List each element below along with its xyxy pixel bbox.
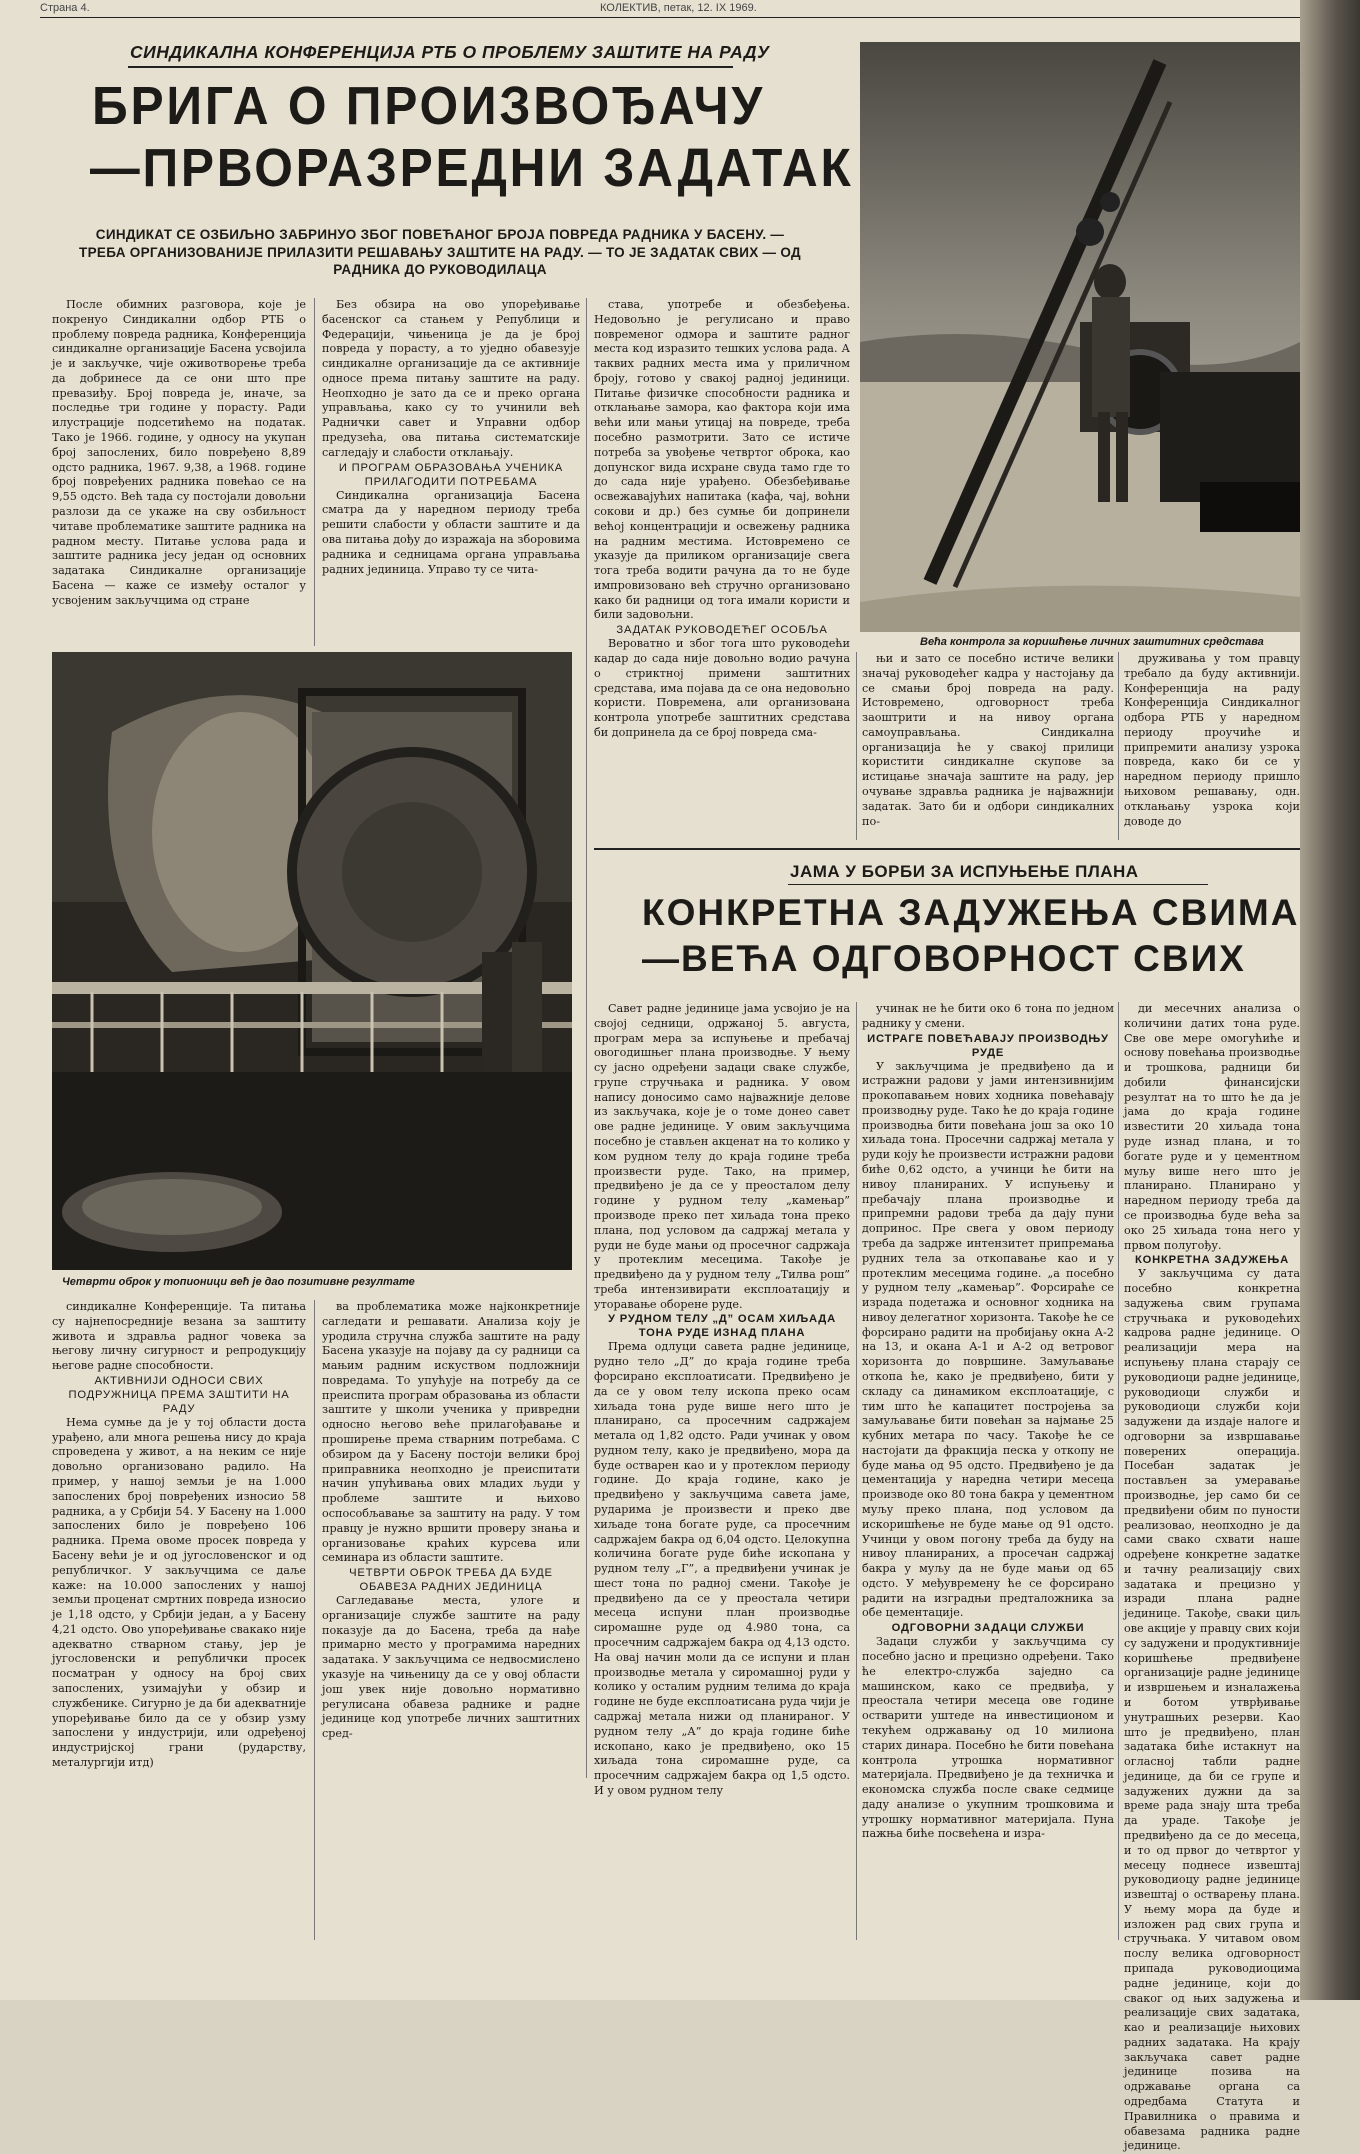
paragraph: Савет радне јединице јама усвојио је на својој седници, одржаној 5. августа, програм мера за испуњење и пребачај овогодишњег плана производње. У њему су јасно одређени задаци сваке службе, групе стручњака и радника. У овом напису доносимо само најважније делове из закључака, које је о томе донео савет ове радне јединице. У овим закључцима посебно је стављен акценат на то колико у ком рудном телу до краја године треба произвести руде. Тако, на пример, предвиђено је да се у преосталом делу године у рудном телу „камењар” производе преко пет хиљада тона преко плана, под условом да садржај метала у руди не буде мањи од просечног садржаја у протеклим месецима. Такође је предвиђено да у рудном телу „Тилва рош” треба интензивирати експлоатацију и уторавање оборене руде. bbox=[594, 1002, 850, 1311]
section-heading: У РУДНОМ ТЕЛУ „Д” ОСАМ ХИЉАДА ТОНА РУДЕ ИЗНАД ПЛАНА bbox=[608, 1313, 836, 1340]
section-heading: ЗАДАТАК РУКОВОДЕЋЕГ ОСОБЉА bbox=[616, 624, 828, 637]
article1-col2 bbox=[322, 298, 580, 646]
binding-shadow bbox=[1300, 0, 1360, 2000]
article1-headline-line1: БРИГА О ПРОИЗВОЂАЧУ bbox=[92, 76, 765, 136]
section-heading: КОНКРЕТНА ЗАДУЖЕЊА bbox=[1135, 1254, 1289, 1267]
section-heading: АКТИВНИЈИ ОДНОСИ СВИХ ПОДРУЖНИЦА ПРЕМА ЗАШТИТИ НА РАДУ bbox=[68, 1374, 290, 1415]
column-divider bbox=[314, 1300, 315, 1940]
photo-top-caption: Већа контрола за коришћење личних заштитних средстава bbox=[920, 636, 1264, 648]
article1-col1 bbox=[52, 298, 306, 646]
photo-drilling-rig-image bbox=[860, 42, 1300, 632]
paragraph: Синдикална организација Басена сматра да у наредном периоду треба решити слабости у области заштите и да ова питања дођу до изражаја на зборовима радника и седницама органа управљања радних јединица. Управо ту се чита- bbox=[322, 488, 580, 576]
paragraph: Према одлуци савета радне јединице, рудно тело „Д” до краја године треба форсирано експлоатисати. Предвиђено је да се у овом телу ископа преко осам хиљада тона руде више него што је планирано, са просечним садржајем метала од 1,82 одсто. Ради учинак у овом рудном телу, како је предвиђено, мора да буде остварен као и у протеклом периоду године. До краја године, како је предвиђено у закључцима савета јаме, рударима је произвести и преко две хиљаде тона богате руде, са просечним садржајем бакра од 6,04 одсто. Целокупна количина богате руде биће ископана у рудном телу „Г”, а предвиђени учинак је шест тона по радној смени. Такође је предвиђено да се у преостала четири месеца испуни план производње сиромашне руде од 4.980 тона, са просечним садржајем бакра од 4,13 одсто. На овај начин моли да се испуни и план производње метала у сиромашној руди у колико у осталим рудним телима до краја године не буде експлоатисана руда чији је садржај метала нижи од планираног. У рудном телу „А” до краја године биће ископано, како је предвиђено, око 15 хиљада тона сиромашне руде, са просечним садржајем бакра од 1,5 одсто. И у овом рудном телу bbox=[594, 1340, 850, 1797]
article2-kicker: ЈАМА У БОРБИ ЗА ИСПУЊЕЊЕ ПЛАНА bbox=[790, 862, 1139, 881]
page-number: Страна 4. bbox=[40, 2, 90, 14]
section-heading: ОДГОВОРНИ ЗАДАЦИ СЛУЖБИ bbox=[891, 1622, 1085, 1635]
paragraph: Вероватно и због тога што руководећи кадар до сада није довољно водио рачуна о стриктној примени заштитних средстава, има појава да се она недовољно користи. Повремена, али организована контрола употребе заштитних средстава би допринела да се број повреда сма- bbox=[594, 637, 850, 739]
article1-kicker: СИНДИКАЛНА КОНФЕРЕНЦИЈА РТБ О ПРОБЛЕМУ ЗАШТИТЕ НА РАДУ bbox=[130, 42, 770, 62]
article1-headline-line2: —ПРВОРАЗРЕДНИ ЗАДАТАК bbox=[90, 138, 854, 198]
section-heading: ИСТРАГЕ ПОВЕЋАВАЈУ ПРОИЗВОДЊУ РУДЕ bbox=[867, 1032, 1109, 1059]
article2-col3 bbox=[1124, 1002, 1300, 2153]
paragraph: У закључцима су дата посебно конкретна задужења свим групама стручњака и руководећих кадрова радне јединице. О реализацији мера на испуњењу плана старају се руководиоци радне јединице, руководиоци служби и руководиоци служби који задужени да издаје налоге и одговорни за извршавање поверених операција. Посебан задатак је постављен за умеравање производње, јер само би се предвиђени обим по пуности реализовао, неопходно је да сами свако схвати наше одређене конкретне задатке и тачну реализацију свих задатака и прецизно у изради плана радне јединице. Такође, сваки циљ ове акције у правцу свих који су задужени и продуктивније коришћење предвиђене организације радне јединице и извршењем и изналажења и ботом утврђивање унутрашњих резерви. Као што је предвиђено, план задатака биће истакнут на огласној табли радне јединице, да би се групе и задужених дужни да за време рада знају шта треба да ураде. Такође је предвиђено да се до месеца, и то од првог до четвртог у месецу поднесе извештај руководиоцу радне јединице извештај о остварењу плана. У њему мора да буде и изложен рад свих група и стручњака. У читавом овом послу велика одговорност припада руководиоцима радне јединице, који до сваког од њих задужења и реализације свих задатака, као и реализације њихових радних задатака. На крају закључака савет радне јединице позива на одржавање органа са одредбама Статута и Правилника о правима и обавезама радника радне јединице. bbox=[1124, 1267, 1300, 2153]
paragraph: њи и зато се посебно истиче велики значај руководећег кадра у настојању да се смањи број повреда на раду. Истовремено, одговорност треба заоштрити и на нивоу органа самоуправљања. Синдикална организација ће у свакој прилици користити синдикалне скупове за истицање значаја заштите на раду, јер очување здравља радника је најважнији задатак. Зато би и одбори синдикалних по- bbox=[862, 652, 1114, 828]
article2-headline-line2: —ВЕЋА ОДГОВОРНОСТ СВИХ bbox=[642, 938, 1246, 979]
column-divider bbox=[856, 652, 857, 840]
photo-smelter-image bbox=[52, 652, 572, 1270]
masthead-bar bbox=[40, 0, 1300, 16]
article1-bottom-col2 bbox=[322, 1300, 580, 1940]
section-heading: И ПРОГРАМ ОБРАЗОВАЊА УЧЕНИКА ПРИЛАГОДИТИ ПОТРЕБАМА bbox=[338, 461, 564, 488]
article1-col3 bbox=[594, 298, 850, 840]
column-divider bbox=[314, 298, 315, 646]
paragraph: ди месечних анализа о количини датих тона руде. Све ове мере омогућиће и основу повећања производње и трошкова, радници би добили финансијски резултат на то што ће да је јама до краја године известити 20 хиљада тона руде изнад плана, и то богате руде и у цементном муљу више него што је планирано. Планирано у наредном периоду треба да се производња буде већа за око 25 хиљада тона него у првом полугођу. bbox=[1124, 1002, 1300, 1252]
paragraph: У закључцима је предвиђено да и истражни радови у јами интензивнијим прокопавањем нових ходника повећавају производњу руде. Тако ће до краја године производња бити повећана још за око 10 хиљада тона. Просечни садржај метала у руди коју ће произвести истражни радови биће 0,62 одсто, а учинци ће бити на нивоу планираних. У испуњењу и пребачају плана производње и припремни радови треба да дају пуни допринос. Пре свега у овом периоду треба да задрже интензитет припремања рудних тела за откопавање као и у протеклим месецима године. „а посебно у рудном телу „камењар”. Форсираће се израда подетажа и основног ходника на нивоу делегатног хоризонта. Такође ће се форсирано радити на пробијању окна А-2 на 13, и окана А-1 и А-2 од ветровог хоризонта до површине. Замуљавање откопа ће, како је предвиђено, бити у складу са динамиком експлоатације, с тим што ће капацитет постројења за замуљавање бити повећан за најмање 25 кубних метара по часу. Такође ће се настојати да фракција песка у откопу не буде мања од 95 одсто. Предвиђено је да цементација у наредна четири месеца производе око 80 тона бакра у цементном муљу преко плана, под условом да искоришћење не буде мање од 91 одсто. Учинци у овом погону треба да буду на нивоу планираних, а просечан садржај бакра у муљу да не буде мањи од 65 одсто. У међувремену ће се форсирано радити на изградњи предталожника за обе цементације. bbox=[862, 1059, 1114, 1620]
paragraph: става, употребе и обезбеђења. Недовољно је регулисано и право повременог одмора и заштите радног места код изразито тешких услова рада. А таквих радних места има у приличном броју, готово у свакој радној јединици. Питање физичке способности радника и отклањање замора, као фактора који има већи или мањи утицај на повреде, треба посебно размотрити. Зато се истиче потреба за увођење четвртог оброка, као допунског вида исхране свуда тамо где то до сада није урађено. Обезбеђивање освежавајућих напитака (кафа, чај, воћни сокови и др.) без сумње би допринели већој концентрацији и освежењу радника на радним местима. Истовремено се указује да приликом организације свега тога треба водити рачуна да то не буде импровизовано већ стручно организовано како би радници од тога имали користи и били задовољни. bbox=[594, 298, 850, 622]
photo-left-caption: Четврти оброк у топионици већ је дао позитивне резултате bbox=[62, 1276, 415, 1288]
article1-subhead: СИНДИКАТ СЕ ОЗБИЉНО ЗАБРИНУО ЗБОГ ПОВЕЋАНОГ БРОЈА ПОВРЕДА РАДНИКА У БАСЕНУ. — ТРЕБА ОРГАНИЗОВАНИЈЕ ПРИЛАЗИТИ РЕШАВАЊУ ЗАШТИТЕ НА РАДУ. — ТО ЈЕ ЗАДАТАК СВИХ — ОД РАДНИКА ДО РУКОВОДИЛАЦА bbox=[79, 227, 801, 278]
column-divider bbox=[856, 1002, 857, 1940]
column-divider bbox=[586, 298, 587, 1778]
kicker-underline bbox=[128, 66, 733, 68]
photo-drilling-rig bbox=[860, 42, 1300, 632]
article1-col4 bbox=[862, 652, 1114, 840]
paragraph: Сагледавање места, улоге и организације службе заштите на раду показује да до Басена, треба да нађе примарно место у програмима наредних задатака. У закључцима се недвосмислено указује на чињеницу да се у овој области још увек није довољно нормативно регулисана обавеза раднике и радне јединице код употребе личних заштитних сред- bbox=[322, 1594, 580, 1741]
column-divider bbox=[1118, 1002, 1119, 1940]
paragraph: После обимних разговора, које је покренуо Синдикални одбор РТБ о проблему повреда радника, Конференција синдикалне организације Басена усвојила је и закључке, чије оживотворење треба да добринесе да се они што пре превазиђу. Број повреда је, иначе, за последње три године у порасту. Ради илустрације подсетићемо на податак. Тако је 1966. године, у односу на укупан број запослених, било повређено 8,89 одсто радника, 1967. 9,38, а 1968. године број повређених радника повећао се на 9,55 одсто. Већ тада су постојали довољни разлози да се укаже на сву озбиљност читаве проблематике заштите радника на радном месту. Питање услова рада и заштите радника јесу један од основних задатака Синдикалне организације Басена — каже се између осталог у усвојеним закључцима од стране bbox=[52, 298, 306, 607]
article2-headline-line1: КОНКРЕТНА ЗАДУЖЕЊА СВИМА bbox=[642, 892, 1300, 933]
section-heading: ЧЕТВРТИ ОБРОК ТРЕБА ДА БУДЕ ОБАВЕЗА РАДНИХ ЈЕДИНИЦА bbox=[349, 1567, 553, 1594]
paragraph: Нема сумње да је у тој области доста урађено, али многа решења нису до краја спроведена у живот, а на неким се није довољно организовано радило. На пример, у нашој земљи је на 1.000 запослених број повређених износио 58 радника, а у Србији 54. У Басену на 1.000 запослених било је повређено 106 радника. Према овоме просек повреда у Басену већи је и од југословенског и од републичког. У закључцима се даље каже: на 10.000 запослених у нашој земљи проценат смртних повреда износио је 1,18 одсто, у Србији један, а у Басену 4,21 одсто. Ово упоређивање свакако није адекватно стварном стању, јер је југословенски и републички просек посматран у односу на број свих запослених, узимајући у обзир и службенике. Сигурно је да би адекватније упоређивање било да се у обзир узму запослени у индустрији, или одређеној индустријској грани (рударству, металургији итд) bbox=[52, 1415, 306, 1769]
paragraph: синдикалне Конференције. Та питања су најнепосредније везана за заштиту живота и здравља радног човека за његову личну сигурност и репродукцију његове радне способности. bbox=[52, 1300, 306, 1373]
masthead-rule bbox=[40, 17, 1300, 18]
article2-top-rule bbox=[594, 848, 1300, 850]
article2-col1 bbox=[594, 1002, 850, 1940]
article1-bottom-col1 bbox=[52, 1300, 306, 1940]
paragraph: Задаци служби у закључцима су посебно јасно и прецизно одређени. Тако ће електро-служба заједно са машинском, како се предвиђа, у преостала четири месеца ове године остварити уштеде на инвестиционом и текућем одржавању од 10 милиона старих динара. Посебно ће бити повећана контрола утрошка нормативног материјала. Предвиђено је да техничка и економска служба после сваке седмице даду анализе о укупним трошковима и утрошку нормативног материјала. Пуна пажња биће посвећена и изра- bbox=[862, 1635, 1114, 1841]
article1-col5 bbox=[1124, 652, 1300, 840]
photo-smelter bbox=[52, 652, 572, 1270]
kicker-underline bbox=[788, 884, 1208, 885]
paragraph: Без обзира на ово упоређивање басенског са стањем у Републици и Федерацији, чињеница је да је број повреда у порасту, а то уједно обавезује синдикалне организације да се активније односе према питању заштите на раду. Неопходно је зато да се и преко органа управљања, како су то учинили већ Раднички савет и Управни одбор предузећа, ова питања систематскије сагледају и слабости отклањају. bbox=[322, 298, 580, 459]
article2-col2 bbox=[862, 1002, 1114, 1940]
issue-line: КОЛЕКТИВ, петак, 12. IX 1969. bbox=[600, 2, 757, 14]
paragraph: учинак не ће бити око 6 тона по једном раднику у смени. bbox=[862, 1002, 1114, 1030]
column-divider bbox=[1118, 652, 1119, 840]
paragraph: ва проблематика може најконкретније сагледати и решавати. Анализа коју је уродила стручна служба заштите на раду Басена указује на појаву да су радници са мањим радним искуством подложнији повредама. То упућује на потребу да се преиспита програм образовања из области заштите у школи ученика у привредни односно његово веће прилагођавање и проширење према стварним потребама. С обзиром да у Басену постоји велики број приправника неопходно је преиспитати начин упућивања ових младих људи у проблеме заштите и њихово оспособљавање за заштиту на раду. У том правцу је нужно вршити проверу знања и организовање краћих курсева или семинара из области заштите. bbox=[322, 1300, 580, 1565]
paragraph: друживања у том правцу требало да буду активнији. Конференција на раду Конференција Синдикалног одбора РТБ у наредном периоду проучиће и припремити анализу узрока повреда, како би се у наредном периоду пришло њиховом решавању, одн. отклањању узрока који доводе до bbox=[1124, 652, 1300, 828]
